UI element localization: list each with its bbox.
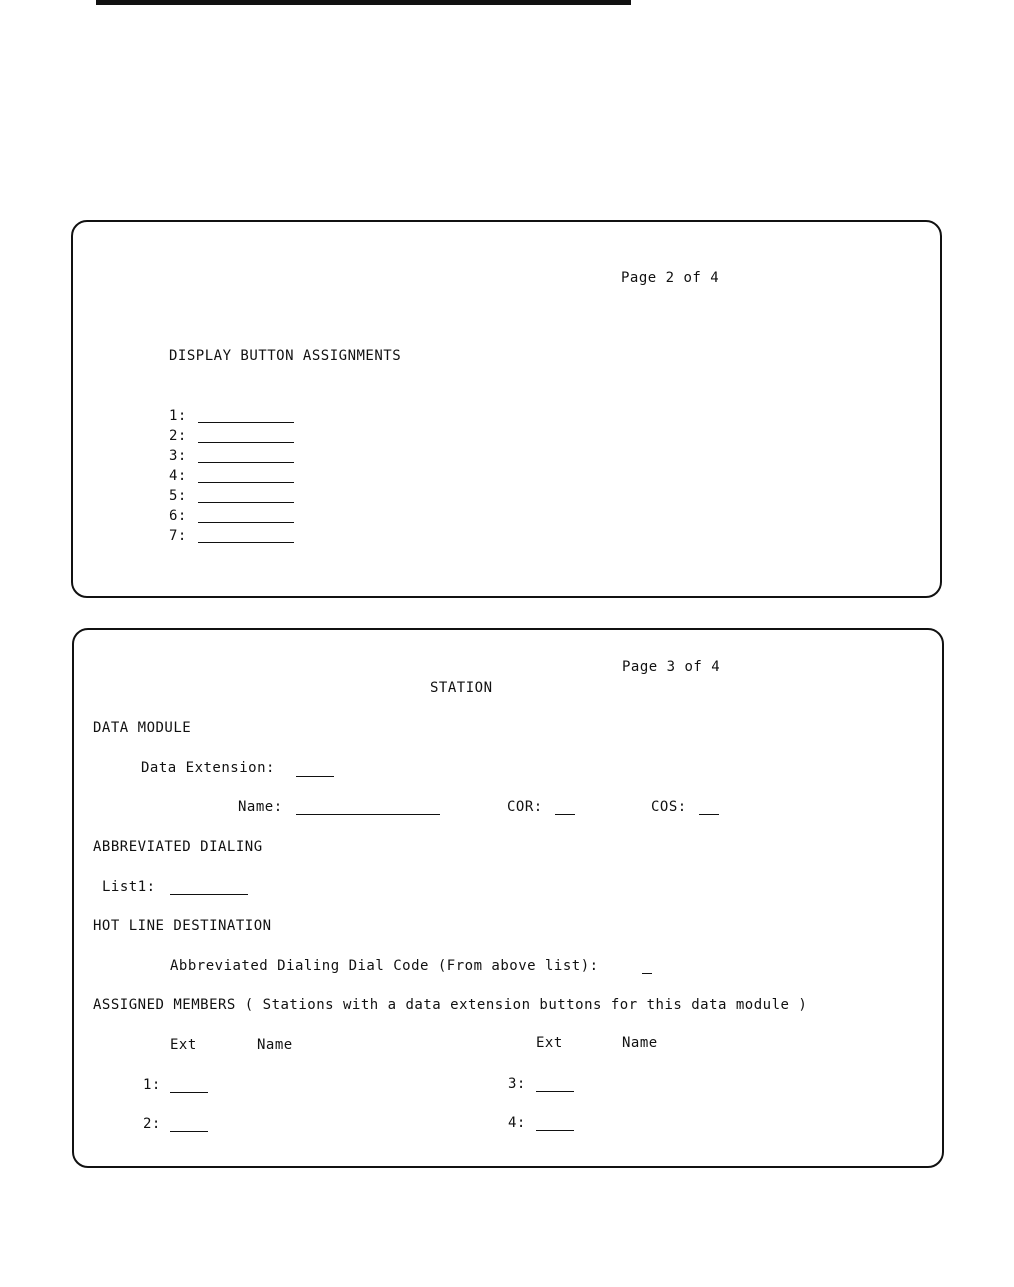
member-label-1: 1:: [143, 1077, 161, 1093]
cor-label: COR:: [507, 799, 543, 815]
member-label-4: 4:: [508, 1115, 526, 1131]
member-ext-field-1[interactable]: [170, 1092, 208, 1093]
col-ext-right: Ext: [536, 1035, 563, 1051]
data-extension-label: Data Extension:: [141, 760, 275, 776]
button-field-3[interactable]: [198, 462, 294, 463]
section-title: DISPLAY BUTTON ASSIGNMENTS: [169, 348, 402, 364]
data-extension-field[interactable]: [296, 776, 334, 777]
member-ext-field-2[interactable]: [170, 1131, 208, 1132]
member-label-2: 2:: [143, 1116, 161, 1132]
list1-label: List1:: [102, 879, 156, 895]
button-label-1: 1:: [169, 408, 187, 424]
list1-field[interactable]: [170, 894, 248, 895]
dial-code-label: Abbreviated Dialing Dial Code (From above list):: [170, 958, 599, 974]
display-button-assignments-screen: [71, 220, 942, 598]
assigned-members-heading: ASSIGNED MEMBERS ( Stations with a data extension buttons for this data module ): [93, 997, 808, 1013]
button-field-2[interactable]: [198, 442, 294, 443]
station-data-module-screen: [72, 628, 944, 1168]
button-field-6[interactable]: [198, 522, 294, 523]
screen-title: STATION: [430, 680, 493, 696]
col-name-left: Name: [257, 1037, 293, 1053]
button-label-5: 5:: [169, 488, 187, 504]
name-label: Name:: [238, 799, 283, 815]
cor-field[interactable]: [555, 814, 575, 815]
button-label-7: 7:: [169, 528, 187, 544]
cos-label: COS:: [651, 799, 687, 815]
button-field-4[interactable]: [198, 482, 294, 483]
abbreviated-dialing-heading: ABBREVIATED DIALING: [93, 839, 263, 855]
dial-code-field[interactable]: [642, 973, 652, 974]
cos-field[interactable]: [699, 814, 719, 815]
col-name-right: Name: [622, 1035, 658, 1051]
button-field-7[interactable]: [198, 542, 294, 543]
button-label-6: 6:: [169, 508, 187, 524]
col-ext-left: Ext: [170, 1037, 197, 1053]
page-label: Page 3 of 4: [622, 659, 721, 675]
page-label: Page 2 of 4: [621, 270, 720, 286]
member-label-3: 3:: [508, 1076, 526, 1092]
name-field[interactable]: [296, 814, 440, 815]
button-label-4: 4:: [169, 468, 187, 484]
button-label-3: 3:: [169, 448, 187, 464]
member-ext-field-3[interactable]: [536, 1091, 574, 1092]
data-module-heading: DATA MODULE: [93, 720, 192, 736]
member-ext-field-4[interactable]: [536, 1130, 574, 1131]
button-field-5[interactable]: [198, 502, 294, 503]
button-label-2: 2:: [169, 428, 187, 444]
top-rule: [96, 0, 631, 5]
button-field-1[interactable]: [198, 422, 294, 423]
hot-line-heading: HOT LINE DESTINATION: [93, 918, 272, 934]
